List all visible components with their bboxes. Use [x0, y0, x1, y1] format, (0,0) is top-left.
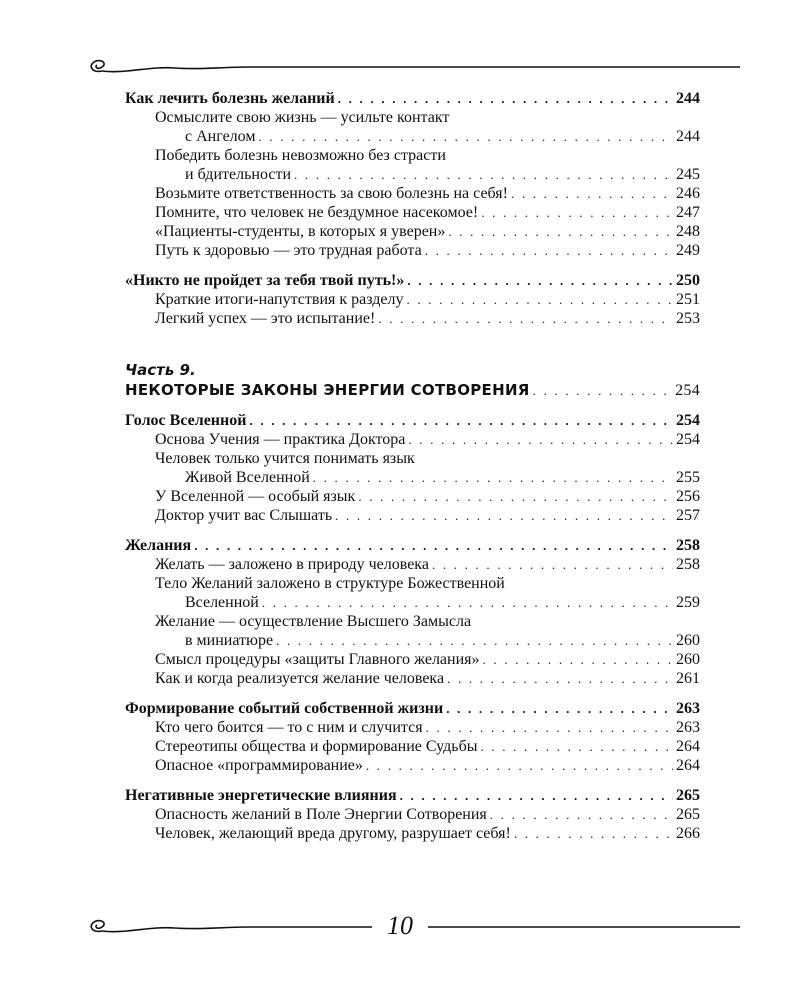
toc-item[interactable]: Возьмите ответственность за свою болезнь на себя! . . . 246	[125, 184, 700, 203]
toc-item[interactable]: Победить болезнь невозможно без страсти	[155, 147, 446, 164]
toc-item[interactable]: Желание — осуществление Высшего Замысла	[155, 613, 472, 630]
top-swirl-ornament-icon	[80, 52, 740, 82]
toc-item[interactable]: Желать — заложено в природу человека . . . 258	[125, 555, 700, 574]
toc-item[interactable]: Путь к здоровью — это трудная работа . . . 249	[125, 241, 700, 260]
toc-item[interactable]: Вселенной . . . 259	[125, 593, 700, 612]
part-title[interactable]: НЕКОТОРЫЕ ЗАКОНЫ ЭНЕРГИИ СОТВОРЕНИЯ . . . 254	[125, 381, 700, 400]
toc-item[interactable]: Смысл процедуры «защиты Главного желания» . . . 260	[125, 650, 700, 669]
toc-item[interactable]: в миниатюре . . . 260	[125, 631, 700, 650]
toc-item[interactable]: Кто чего боится — то с ним и случится . . . 263	[125, 718, 700, 737]
part-label: Часть 9.	[125, 361, 196, 379]
toc-section-heading[interactable]: Желания . . . 258	[125, 536, 700, 555]
toc-item[interactable]: Опасное «программирование» . . . 264	[125, 756, 700, 775]
toc-item[interactable]: Опасность желаний в Поле Энергии Сотворения . . . 265	[125, 805, 700, 824]
toc-item[interactable]: «Пациенты-студенты, в которых я уверен» . . . 248	[125, 222, 700, 241]
page-number: 10	[372, 911, 428, 941]
toc-item[interactable]: Человек, желающий вреда другому, разрушает себя! . . . 266	[125, 824, 700, 843]
toc-item[interactable]: с Ангелом . . . 244	[125, 127, 700, 146]
toc-item[interactable]: Живой Вселенной . . . 255	[125, 468, 700, 487]
toc-section-heading[interactable]: Голос Вселенной . . . 254	[125, 411, 700, 430]
toc-item[interactable]: Легкий успех — это испытание! . . . 253	[125, 309, 700, 328]
toc-item[interactable]: У Вселенной — особый язык . . . 256	[125, 487, 700, 506]
toc-item[interactable]: Осмыслите свою жизнь — усильте контакт	[155, 109, 450, 126]
toc-item[interactable]: Помните, что человек не бездумное насекомое! . . . 247	[125, 203, 700, 222]
toc-item[interactable]: Доктор учит вас Слышать . . . 257	[125, 506, 700, 525]
toc-item[interactable]: Стереотипы общества и формирование Судьбы . . . 264	[125, 737, 700, 756]
toc-section-heading[interactable]: «Никто не пройдет за тебя твой путь!» . . . 250	[125, 271, 700, 290]
toc-section-heading[interactable]: Формирование событий собственной жизни . . . 263	[125, 699, 700, 718]
toc-item[interactable]: Тело Желаний заложено в структуре Божественной	[155, 575, 505, 592]
table-of-contents	[125, 89, 700, 843]
toc-item[interactable]: Основа Учения — практика Доктора . . . 254	[125, 430, 700, 449]
toc-section-heading[interactable]: Как лечить болезнь желаний . . . 244	[125, 89, 700, 108]
toc-item[interactable]: Краткие итоги-напутствия к разделу . . . 251	[125, 290, 700, 309]
toc-item[interactable]: Как и когда реализуется желание человека . . . 261	[125, 669, 700, 688]
toc-item[interactable]: и бдительности . . . 245	[125, 165, 700, 184]
toc-section-heading[interactable]: Негативные энергетические влияния . . . 265	[125, 786, 700, 805]
toc-item[interactable]: Человек только учится понимать язык	[155, 450, 415, 467]
